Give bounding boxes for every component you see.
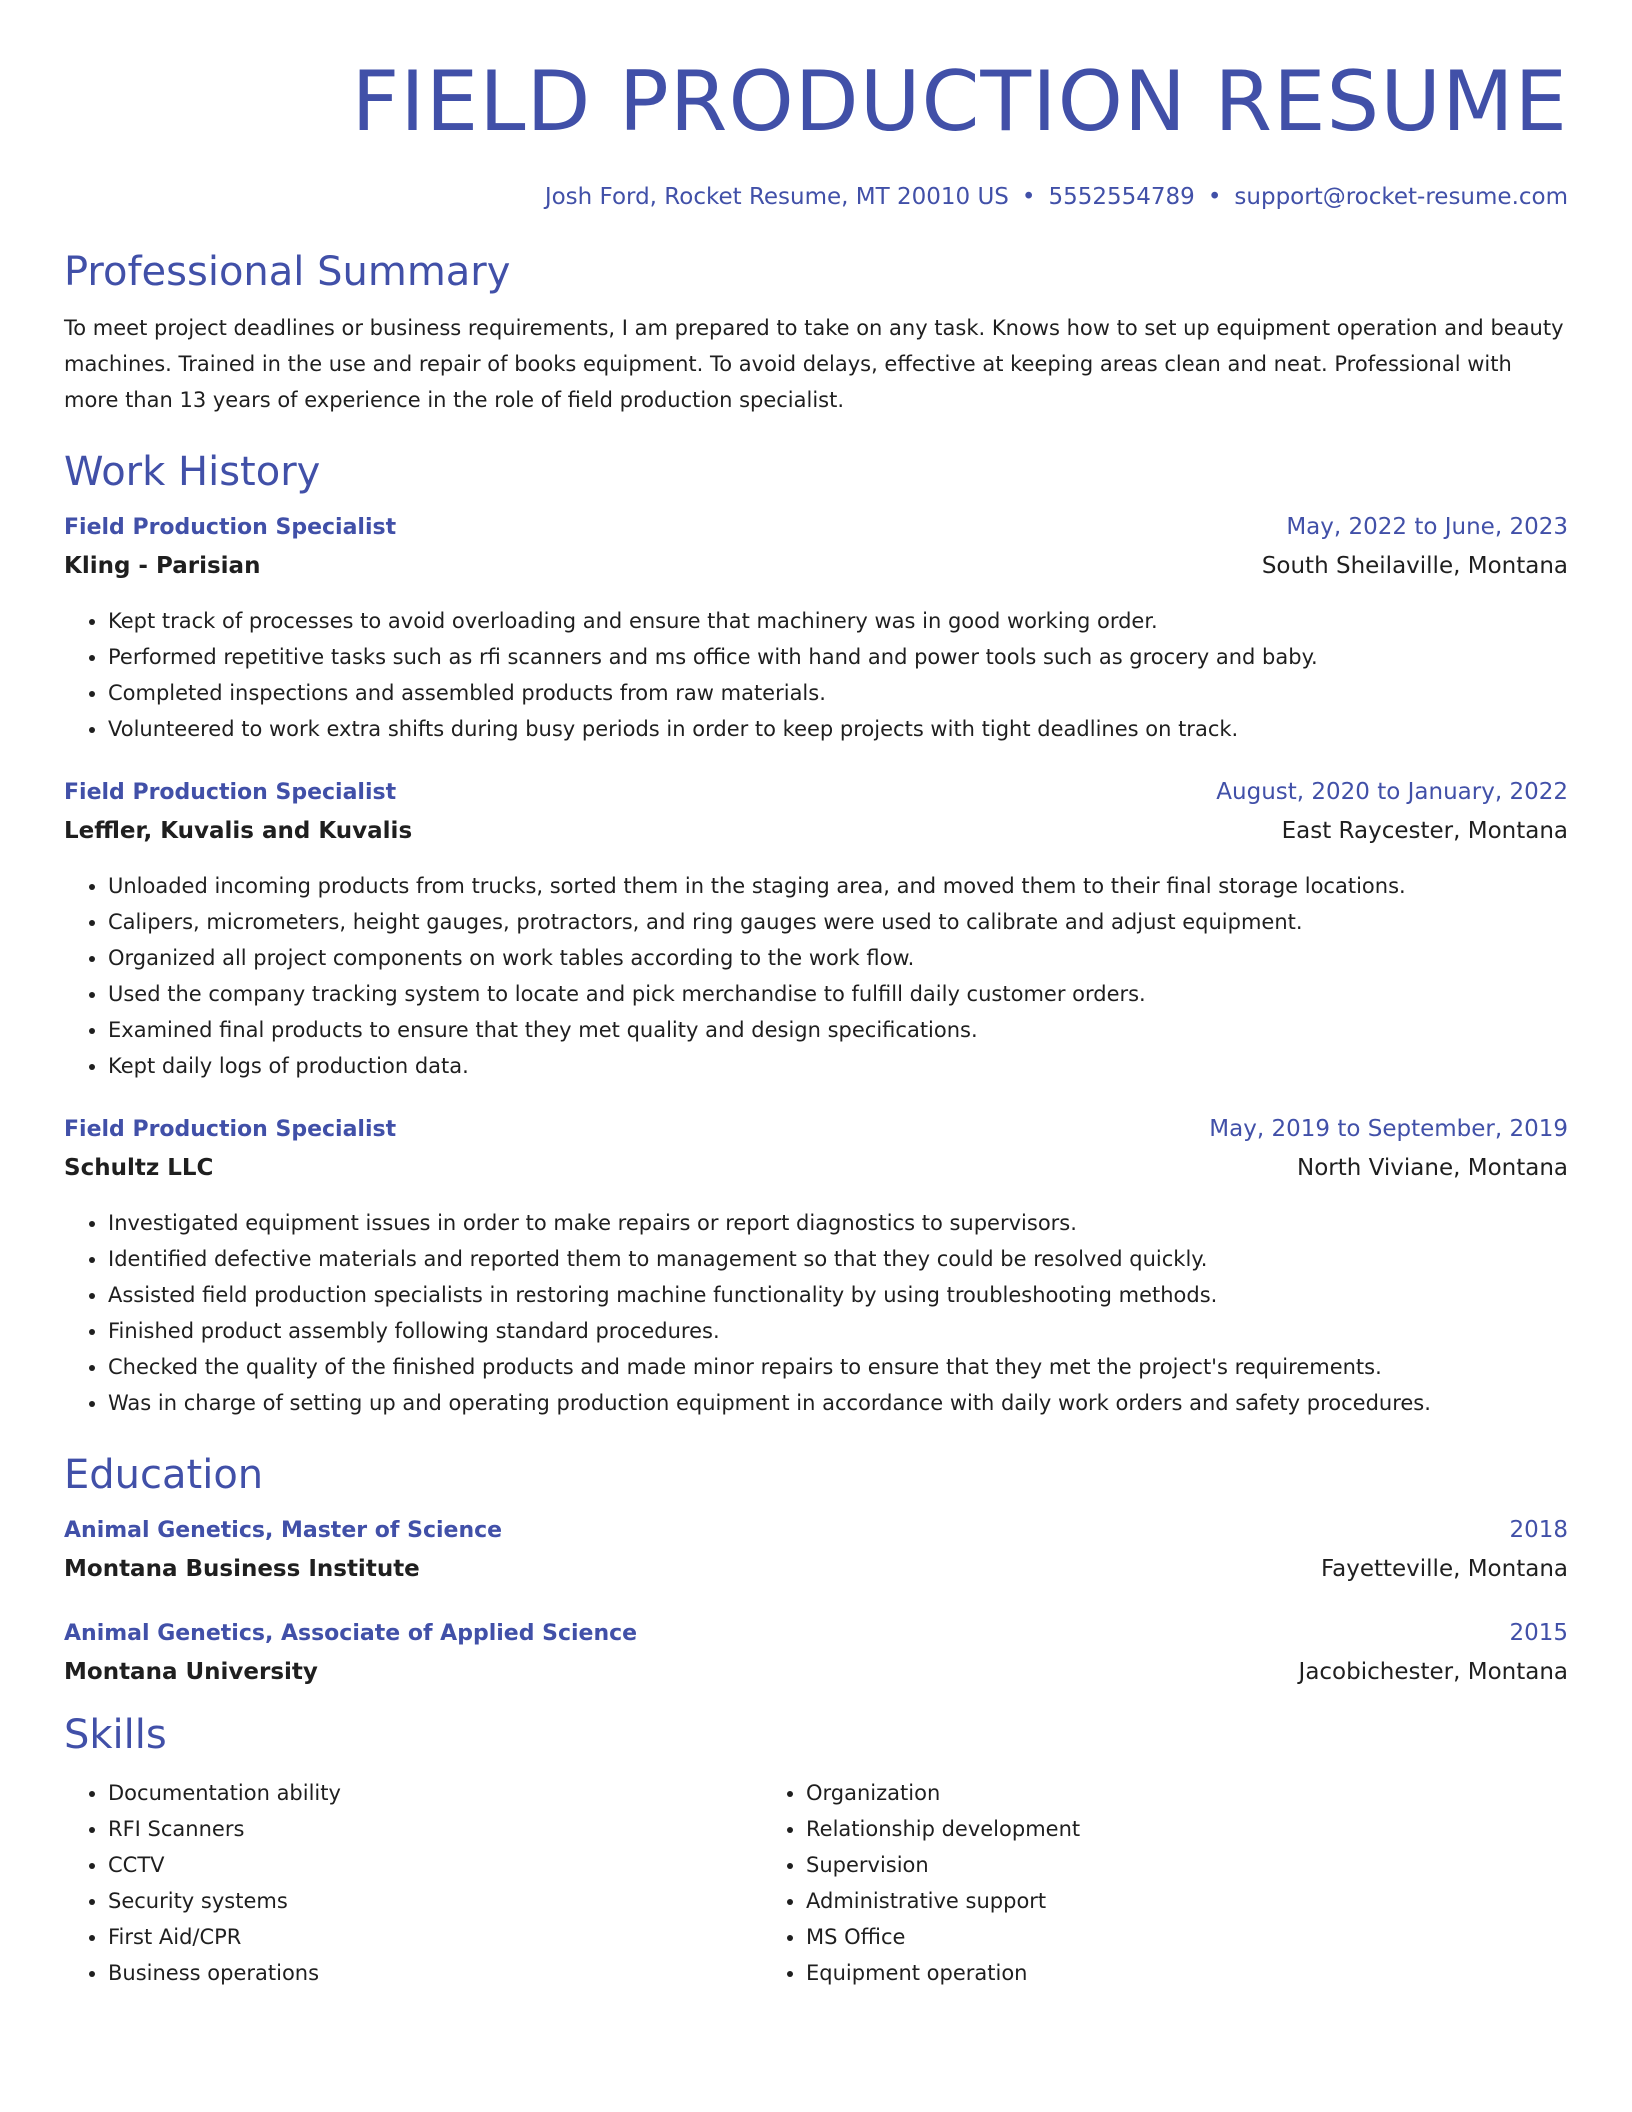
school-location: Fayetteville, Montana [1321, 1556, 1568, 1582]
summary-text: To meet project deadlines or business requirements, I am prepared to take on any task. Knows how to set up equipment operation and beauty machines. Trained in the use and repair of books equipment. To avoid delays, effective at keeping areas clean and neat. Professional with more than 13 years of experience in the role of field production specialist. [64, 316, 1564, 412]
job-bullets [64, 603, 1568, 747]
section-heading-education: Education [64, 1452, 264, 1498]
job-dates: May, 2019 to September, 2019 [1209, 1116, 1568, 1142]
contact-address: Josh Ford, Rocket Resume, MT 20010 US [544, 184, 1009, 210]
job-bullet: • Finished product assembly following standard procedures. [108, 1313, 1568, 1349]
summary-section [64, 248, 1568, 418]
education-entry [64, 1515, 1568, 1584]
job-bullet: • Investigated equipment issues in order to make repairs or report diagnostics to supervisors. [108, 1205, 1568, 1241]
job-header [64, 1114, 1568, 1145]
school-location: Jacobichester, Montana [1298, 1659, 1568, 1685]
job-title: Field Production Specialist [64, 515, 397, 540]
education-subheader [64, 1657, 1568, 1687]
job-subheader [64, 551, 1568, 581]
job-bullet: • Kept daily logs of production data. [108, 1048, 1568, 1084]
skills-grid [64, 1775, 1568, 1991]
job-bullet: • Kept track of processes to avoid overloading and ensure that machinery was in good working order. [108, 603, 1568, 639]
skill-item: • Equipment operation [806, 1955, 1460, 1991]
skill-item: • First Aid/CPR [108, 1919, 762, 1955]
job-bullet: • Used the company tracking system to locate and pick merchandise to fulfill daily customer orders. [108, 976, 1568, 1012]
job-bullet: • Checked the quality of the finished products and made minor repairs to ensure that they met the project's requirements. [108, 1349, 1568, 1385]
job-title: Field Production Specialist [64, 780, 397, 805]
skill-item: • Organization [806, 1775, 1460, 1811]
job-bullet: • Assisted field production specialists in restoring machine functionality by using troubleshooting methods. [108, 1277, 1568, 1313]
company-name: Schultz LLC [64, 1155, 214, 1181]
company-name: Leffler, Kuvalis and Kuvalis [64, 818, 413, 844]
degree-title: Animal Genetics, Master of Science [64, 1518, 503, 1543]
job-bullet: • Examined final products to ensure that they met quality and design specifications. [108, 1012, 1568, 1048]
job-bullet: • Volunteered to work extra shifts during busy periods in order to keep projects with tight deadlines on track. [108, 711, 1568, 747]
job-location: North Viviane, Montana [1297, 1155, 1568, 1181]
job-entry [64, 1114, 1568, 1421]
skill-item: • Documentation ability [108, 1775, 762, 1811]
skill-item: • Security systems [108, 1883, 762, 1919]
job-bullets [64, 868, 1568, 1084]
job-entry [64, 512, 1568, 747]
section-heading-skills: Skills [64, 1712, 167, 1758]
degree-title: Animal Genetics, Associate of Applied Science [64, 1621, 638, 1646]
skill-item: • RFI Scanners [108, 1811, 762, 1847]
skills-column-left [64, 1775, 762, 1991]
job-bullet: • Organized all project components on work tables according to the work flow. [108, 940, 1568, 976]
separator-dot: • [1207, 184, 1222, 210]
work-history-section [64, 448, 1568, 1421]
education-subheader [64, 1554, 1568, 1584]
education-entry [64, 1618, 1568, 1687]
skill-item: • MS Office [806, 1919, 1460, 1955]
education-section [64, 1451, 1568, 1687]
skills-section [64, 1711, 1568, 1991]
contact-email: support@rocket-resume.com [1234, 184, 1568, 210]
job-subheader [64, 816, 1568, 846]
school-name: Montana Business Institute [64, 1556, 420, 1582]
skills-column-right [762, 1775, 1460, 1991]
education-header [64, 1515, 1568, 1546]
skill-item: • CCTV [108, 1847, 762, 1883]
skill-item: • Administrative support [806, 1883, 1460, 1919]
job-location: East Raycester, Montana [1281, 818, 1568, 844]
job-header [64, 777, 1568, 808]
separator-dot: • [1021, 184, 1036, 210]
skill-item: • Supervision [806, 1847, 1460, 1883]
degree-year: 2018 [1509, 1517, 1568, 1543]
contact-line [64, 182, 1568, 212]
resume-title: FIELD PRODUCTION RESUME [351, 53, 1568, 150]
degree-year: 2015 [1509, 1620, 1568, 1646]
job-bullet: • Completed inspections and assembled products from raw materials. [108, 675, 1568, 711]
job-bullet: • Unloaded incoming products from trucks, sorted them in the staging area, and moved them to their final storage locations. [108, 868, 1568, 904]
job-bullet: • Identified defective materials and reported them to management so that they could be resolved quickly. [108, 1241, 1568, 1277]
job-bullets [64, 1205, 1568, 1421]
job-location: South Sheilaville, Montana [1261, 553, 1568, 579]
section-heading-work: Work History [64, 449, 321, 495]
job-title: Field Production Specialist [64, 1117, 397, 1142]
job-entry [64, 777, 1568, 1084]
contact-phone: 5552554789 [1048, 184, 1195, 210]
job-subheader [64, 1153, 1568, 1183]
job-bullet: • Was in charge of setting up and operating production equipment in accordance with daily work orders and safety procedures. [108, 1385, 1568, 1421]
job-dates: August, 2020 to January, 2022 [1216, 779, 1568, 805]
education-header [64, 1618, 1568, 1649]
skill-item: • Business operations [108, 1955, 762, 1991]
job-header [64, 512, 1568, 543]
school-name: Montana University [64, 1659, 318, 1685]
skill-item: • Relationship development [806, 1811, 1460, 1847]
job-dates: May, 2022 to June, 2023 [1286, 514, 1568, 540]
job-bullet: • Performed repetitive tasks such as rfi scanners and ms office with hand and power tools such as grocery and baby. [108, 639, 1568, 675]
job-bullet: • Calipers, micrometers, height gauges, protractors, and ring gauges were used to calibrate and adjust equipment. [108, 904, 1568, 940]
section-heading-summary: Professional Summary [64, 249, 511, 295]
company-name: Kling - Parisian [64, 553, 261, 579]
